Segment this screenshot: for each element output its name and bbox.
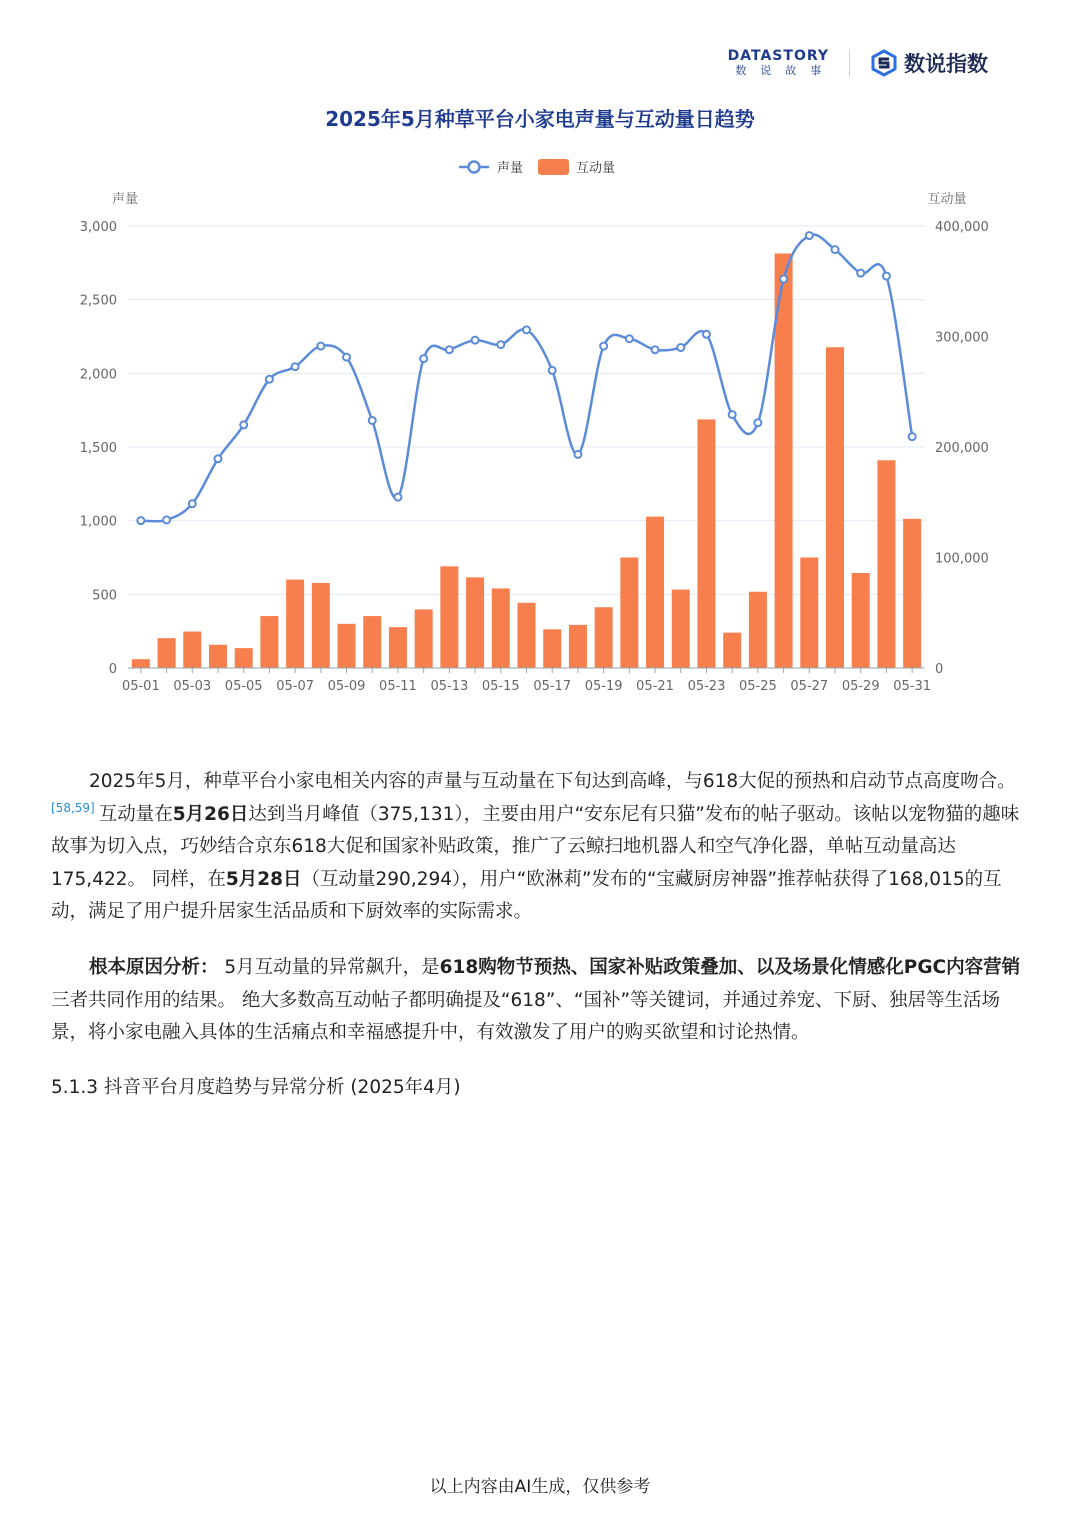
brand-s-icon: [870, 49, 898, 77]
bar-interactions: [338, 624, 356, 668]
bar-interactions: [415, 609, 433, 668]
x-tick-label: 05-27: [790, 679, 829, 694]
right-tick-label: 100,000: [935, 551, 989, 567]
bar-interactions: [852, 573, 870, 668]
legend-label-line: 声量: [497, 161, 524, 176]
header-divider: [849, 49, 850, 77]
line-point: [189, 500, 196, 507]
x-tick-label: 05-25: [738, 679, 777, 694]
line-point: [214, 455, 221, 462]
bar-interactions: [132, 659, 150, 668]
line-point: [832, 246, 839, 253]
x-tick-label: 05-03: [173, 679, 212, 694]
p1-date-second: 5月28日: [225, 868, 302, 890]
bar-interactions: [723, 633, 741, 668]
line-point: [600, 343, 607, 350]
p1-text-b: 互动量在: [98, 803, 173, 825]
bar-interactions: [518, 603, 536, 668]
line-point: [446, 346, 453, 353]
line-point: [240, 421, 247, 428]
ai-disclaimer: 以上内容由AI生成，仅供参考: [429, 1477, 651, 1497]
left-axis-title: 声量: [112, 192, 139, 207]
bar-interactions: [620, 558, 638, 669]
line-point: [472, 337, 479, 344]
paragraph-root-cause: [51, 952, 1026, 1050]
line-volume: [141, 234, 912, 521]
bar-interactions: [543, 629, 561, 668]
line-point: [574, 451, 581, 458]
bar-interactions: [183, 632, 201, 668]
bar-interactions: [312, 583, 330, 668]
bar-interactions: [158, 638, 176, 668]
line-point: [549, 367, 556, 374]
line-point: [909, 433, 916, 440]
x-tick-label: 05-15: [481, 679, 520, 694]
left-tick-label: 2,000: [79, 367, 117, 383]
page-header: [728, 48, 988, 78]
x-tick-label: 05-05: [224, 679, 263, 694]
datastory-logo-text: DATASTORY: [727, 48, 829, 64]
bar-interactions: [800, 558, 818, 669]
bar-interactions: [697, 419, 715, 668]
line-point: [857, 270, 864, 277]
right-axis-title: 互动量: [927, 192, 967, 207]
line-point: [780, 276, 787, 283]
datastory-logo-subtext: 数说故事: [735, 64, 836, 77]
line-point: [754, 419, 761, 426]
brand-logo: [870, 48, 988, 78]
p1-text-c: 达到当月峰值（375,131），主要由用户“安东尼有只猫”发布的帖子驱动。该帖以宠物猫的趣味故事为切入点，巧妙结合京东618大促和国家补贴政策，推广了云鲸扫地机器人和空气净化器，单帖互动量高达175,422。 同样，在: [51, 803, 1020, 890]
p1-text-a: 2025年5月，种草平台小家电相关内容的声量与互动量在下旬达到高峰，与618大促的预热和启动节点高度吻合。: [89, 771, 1016, 792]
bar-interactions: [235, 648, 253, 668]
p2-text-b: 三者共同作用的结果。 绝大多数高互动帖子都明确提及“618”、“国补”等关键词，并通过养宠、下厨、独居等生活场景，将小家电融入具体的生活痛点和幸福感提升中，有效激发了用户的购买欲望和讨论热情。: [51, 989, 1001, 1043]
x-tick-label: 05-13: [430, 679, 469, 694]
legend-line-marker: [469, 162, 480, 173]
bar-interactions: [440, 566, 458, 668]
line-point: [137, 517, 144, 524]
x-tick-label: 05-31: [893, 679, 932, 694]
line-point: [369, 417, 376, 424]
bar-interactions: [826, 347, 844, 668]
legend-label-bar: 互动量: [576, 161, 616, 176]
line-point: [523, 326, 530, 333]
left-tick-label: 2,500: [79, 293, 117, 309]
x-tick-label: 05-17: [533, 679, 572, 694]
paragraph-analysis: [51, 766, 1026, 929]
left-tick-label: 3,000: [79, 220, 117, 235]
bar-interactions: [749, 592, 767, 668]
left-tick-label: 1,500: [79, 441, 117, 456]
x-tick-label: 05-01: [121, 679, 160, 694]
line-point: [343, 354, 350, 361]
left-tick-label: 0: [108, 662, 117, 677]
trend-chart: [0, 90, 1080, 710]
chart-title: 2025年5月种草平台小家电声量与互动量日趋势: [325, 107, 755, 131]
line-point: [317, 343, 324, 350]
right-tick-label: 200,000: [935, 441, 989, 456]
bar-interactions: [363, 616, 381, 668]
bar-interactions: [492, 588, 510, 668]
bar-interactions: [209, 645, 227, 668]
bar-interactions: [877, 460, 895, 668]
line-point: [626, 335, 633, 342]
p2-text-a: 5月互动量的异常飙升，是: [218, 957, 440, 978]
root-cause-label: 根本原因分析：: [89, 957, 219, 978]
citation-link[interactable]: [58,59]: [51, 801, 95, 816]
right-tick-label: 400,000: [935, 220, 989, 235]
line-point: [703, 331, 710, 338]
line-point: [266, 376, 273, 383]
bar-interactions: [286, 580, 304, 668]
line-point: [883, 273, 890, 280]
x-tick-label: 05-23: [687, 679, 726, 694]
x-tick-label: 05-21: [636, 679, 674, 694]
line-point: [420, 355, 427, 362]
bar-interactions: [646, 517, 664, 668]
bar-interactions: [260, 616, 278, 668]
line-point: [729, 411, 736, 418]
legend-bar-swatch: [538, 159, 569, 175]
bar-interactions: [569, 625, 587, 668]
p1-text-d: （互动量290,294），用户“欧淋莉”发布的“宝藏厨房神器”推荐帖获得了168,015的互动，满足了用户提升居家生活品质和下厨效率的实际需求。: [51, 868, 1002, 922]
right-tick-label: 0: [935, 662, 944, 677]
x-tick-label: 05-19: [584, 679, 623, 694]
p2-bold-factors: 618购物节预热、国家补贴政策叠加、以及场景化情感化PGC内容营销: [439, 957, 1021, 978]
line-point: [394, 494, 401, 501]
line-point: [497, 341, 504, 348]
bar-interactions: [672, 590, 690, 668]
line-point: [806, 232, 813, 239]
section-heading: 5.1.3 抖音平台月度趋势与异常分析 (2025年4月): [51, 1077, 461, 1098]
left-tick-label: 1,000: [79, 514, 117, 530]
bar-interactions: [466, 577, 484, 668]
p1-date-peak: 5月26日: [172, 803, 249, 825]
x-tick-label: 05-11: [379, 679, 417, 694]
line-point: [677, 344, 684, 351]
bar-interactions: [595, 607, 613, 668]
line-point: [163, 516, 170, 523]
line-point: [652, 346, 659, 353]
x-tick-label: 05-29: [841, 679, 880, 694]
x-tick-label: 05-07: [276, 679, 315, 694]
bar-interactions: [903, 519, 921, 668]
datastory-logo: [727, 48, 836, 78]
right-tick-label: 300,000: [935, 330, 989, 346]
brand-name: 数说指数: [904, 52, 988, 76]
line-point: [292, 363, 299, 370]
x-tick-label: 05-09: [327, 679, 366, 694]
left-tick-label: 500: [92, 588, 117, 604]
bar-interactions: [389, 627, 407, 668]
